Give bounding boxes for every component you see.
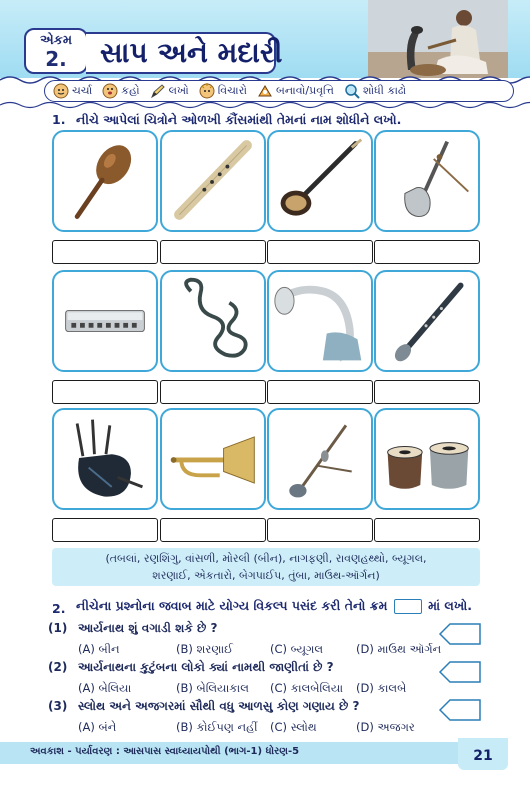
- page-title: સાપ અને મદારી: [100, 36, 283, 69]
- answer-field-1[interactable]: [52, 240, 158, 264]
- think-icon: [199, 83, 215, 99]
- choice-d: (D) માઉથ ઑર્ગન: [356, 642, 442, 656]
- answer-field-10[interactable]: [160, 518, 266, 542]
- choice-a: (A) બીન: [78, 642, 120, 656]
- horn-icon: [162, 272, 264, 370]
- answer-field-9[interactable]: [52, 518, 158, 542]
- question-2-text-before: નીચેના પ્રશ્નોના જવાબ માટે યોગ્ય વિકલ્પ પસંદ કરી તેનો ક્રમ: [76, 598, 388, 613]
- action-say: [102, 83, 139, 99]
- action-write: [150, 83, 189, 99]
- question-1-number: 1.: [52, 112, 66, 127]
- answer-field-4[interactable]: [374, 240, 480, 264]
- question-2-text-after: માં લખો.: [428, 598, 472, 613]
- page-footer: [0, 742, 530, 772]
- page-number: 21: [473, 748, 493, 764]
- tabla-icon: [376, 410, 478, 508]
- answer-tag-2[interactable]: [438, 660, 482, 684]
- instrument-card-10: [160, 408, 266, 510]
- choice-a: (A) બંને: [78, 720, 117, 734]
- answer-field-2[interactable]: [160, 240, 266, 264]
- instrument-card-11: [267, 408, 373, 510]
- subquestion-number: (1): [48, 621, 68, 635]
- snake-charmer-photo: [368, 0, 508, 78]
- answer-field-3[interactable]: [267, 240, 373, 264]
- unit-badge: [24, 28, 88, 74]
- answer-field-8[interactable]: [374, 380, 480, 404]
- answer-field-5[interactable]: [52, 380, 158, 404]
- choice-d: (D) કાલબે: [356, 681, 407, 695]
- answer-field-12[interactable]: [374, 518, 480, 542]
- word-bank: [52, 548, 480, 586]
- page-header: [0, 0, 530, 80]
- talk-icon: [102, 83, 118, 99]
- footer-book-title: અવકાશ - પર્યાવરણ : આસપાસ સ્વાધ્યાયપોથી (ભાગ-1) ધોરણ-5: [30, 746, 300, 757]
- subquestion-text: આર્યનાથના કુટુંબના લોકો ક્યાં નામથી જાણીતાં છે ?: [78, 660, 334, 674]
- speech-icon: [53, 83, 69, 99]
- harmonica-icon: [54, 272, 156, 370]
- instrument-card-3: [267, 130, 373, 232]
- action-find: [344, 83, 406, 99]
- title-box: [86, 32, 283, 74]
- instrument-card-6: [160, 270, 266, 372]
- unit-label: એકમ: [39, 33, 73, 48]
- instrument-card-8: [374, 270, 480, 372]
- choice-c: (C) સ્લોથ: [270, 720, 317, 734]
- activity-strip: [44, 80, 514, 102]
- sample-answer-box: [394, 599, 422, 614]
- answer-field-11[interactable]: [267, 518, 373, 542]
- instrument-card-9: [52, 408, 158, 510]
- choice-b: (B) કોઈપણ નહીં: [176, 720, 258, 734]
- unit-number: 2.: [45, 47, 67, 71]
- choice-d: (D) અજગર: [356, 720, 415, 734]
- answer-field-7[interactable]: [267, 380, 373, 404]
- magnifier-icon: [344, 83, 360, 99]
- choice-c: (C) બ્યૂગલ: [270, 642, 324, 656]
- instrument-card-7: [267, 270, 373, 372]
- instrument-card-12: [374, 408, 480, 510]
- instrument-card-4: [374, 130, 480, 232]
- wave-divider: [0, 100, 530, 110]
- ravanhattha-icon: [376, 132, 478, 230]
- action-label: વિચારો: [217, 84, 248, 97]
- trumpet-icon: [269, 272, 371, 370]
- subquestion-number: (2): [48, 660, 68, 674]
- question-1-text: નીચે આપેલાં ચિત્રોને ઓળખી કૌંસમાંથી તેમનાં નામ શોધીને લખો.: [76, 112, 402, 127]
- answer-tag-1[interactable]: [438, 622, 482, 646]
- choice-a: (A) બેલિયા: [78, 681, 132, 695]
- pencil-icon: [150, 83, 166, 99]
- answer-field-6[interactable]: [160, 380, 266, 404]
- footer-band: [0, 742, 458, 764]
- word-bank-line-2: શરણાઈ, એકતારો, બેગપાઈપ, તુંબા, માઉથ-ઑર્ગન): [152, 569, 380, 582]
- choice-b: (B) શરણાઈ: [176, 642, 234, 656]
- bugle-icon: [162, 410, 264, 508]
- page-number-box: [458, 738, 508, 770]
- action-discuss: [53, 83, 92, 99]
- action-label: લખો: [168, 84, 189, 97]
- question-2-number: 2.: [52, 601, 66, 616]
- answer-tag-3[interactable]: [438, 698, 482, 722]
- action-label: બનાવો/પ્રવૃત્તિ: [276, 84, 334, 97]
- maracas-icon: [54, 132, 156, 230]
- question-2-text: [76, 598, 472, 614]
- word-bank-line-1: (તબલાં, રણશિંગુ, વાંસળી, મોરલી (બીન), નાગફણી, રાવણહથ્થો, બ્યૂગલ,: [105, 552, 427, 565]
- instrument-card-2: [160, 130, 266, 232]
- shehnai-icon: [376, 272, 478, 370]
- instrument-card-5: [52, 270, 158, 372]
- action-make: [257, 83, 334, 99]
- instrument-card-1: [52, 130, 158, 232]
- been-icon: [269, 410, 371, 508]
- choice-b: (B) બેલિયાકાલ: [176, 681, 249, 695]
- ektara-icon: [269, 132, 371, 230]
- choice-c: (C) કાલબેલિયા: [270, 681, 344, 695]
- subquestion-text: આર્યનાથ શું વગાડી શકે છે ?: [78, 621, 218, 635]
- flute-icon: [162, 132, 264, 230]
- action-label: શોધી કાઢો: [362, 84, 407, 97]
- action-label: કહો: [121, 84, 140, 97]
- craft-icon: [257, 83, 273, 99]
- subquestion-text: સ્લોથ અને અજગરમાં સૌથી વધુ આળસુ કોણ ગણાય છે ?: [78, 699, 360, 713]
- bagpipe-icon: [54, 410, 156, 508]
- subquestion-number: (3): [48, 699, 68, 713]
- action-label: ચર્ચા: [72, 84, 93, 97]
- action-think: [199, 83, 247, 99]
